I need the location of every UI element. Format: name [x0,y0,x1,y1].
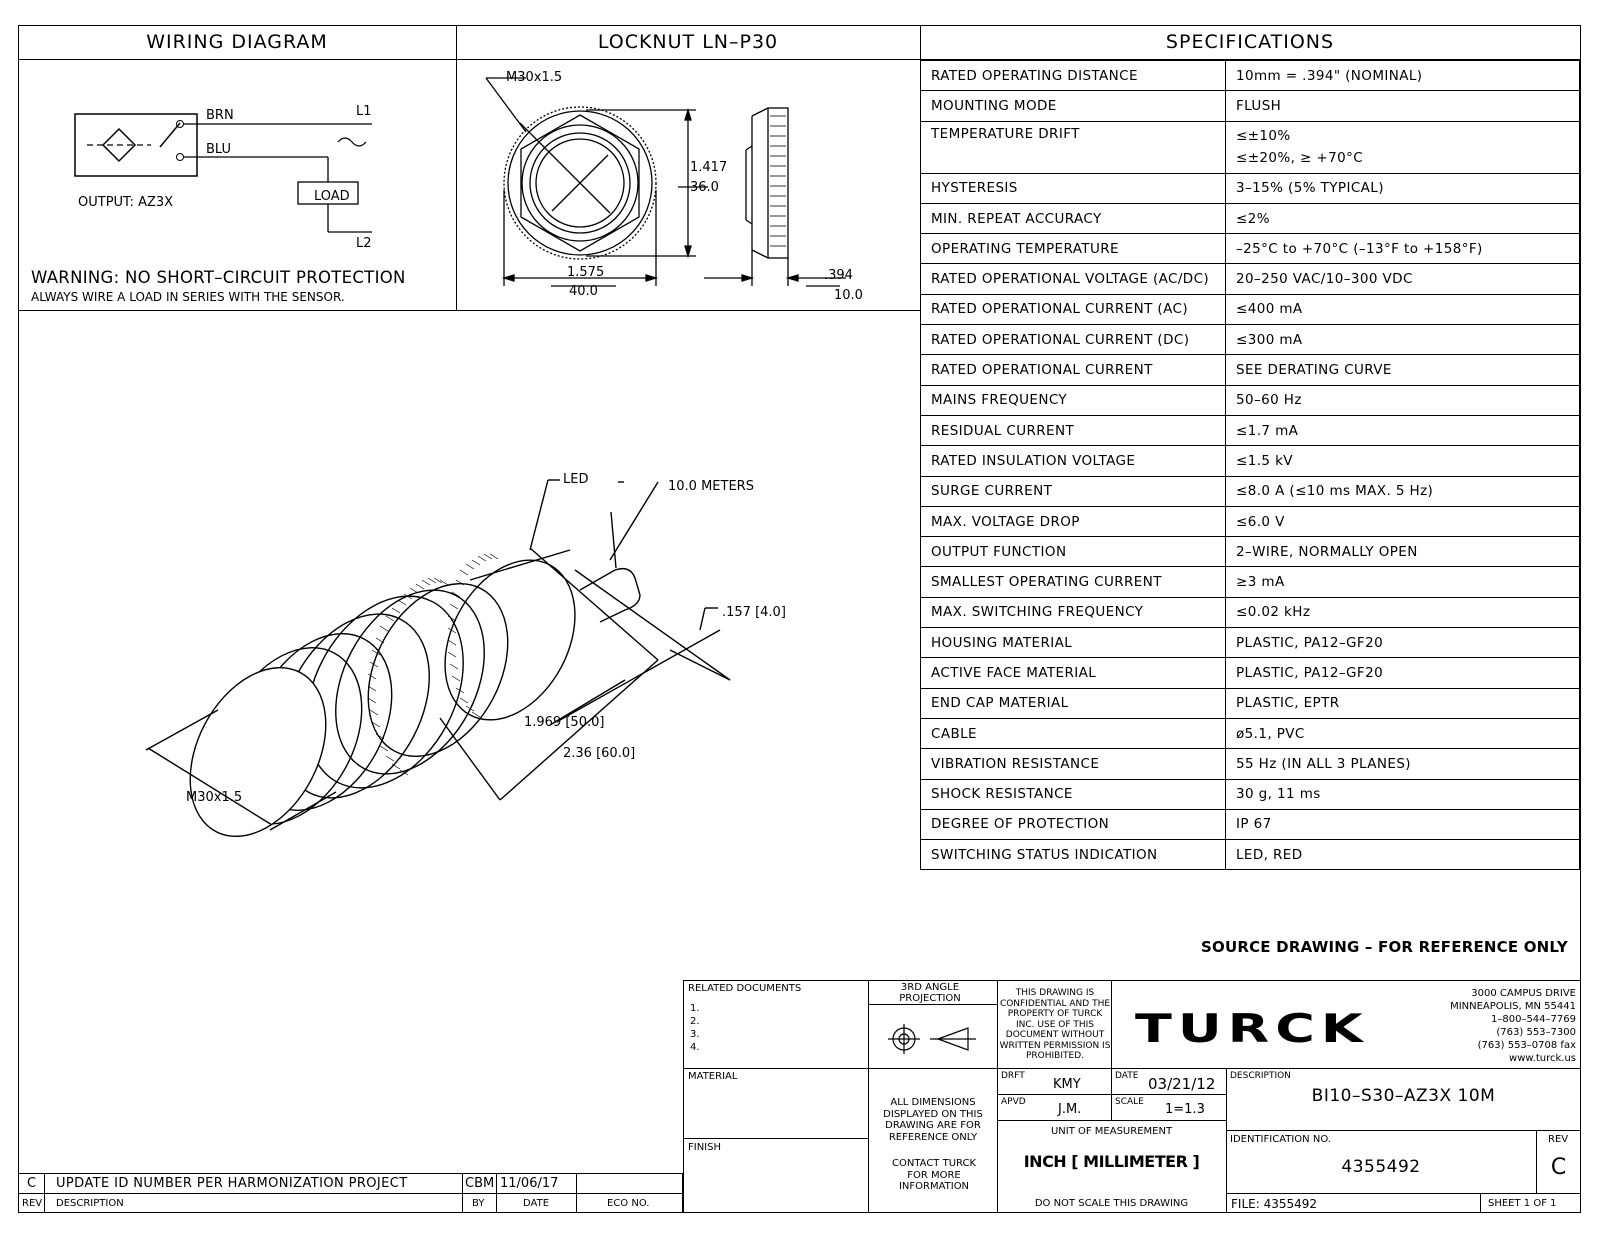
spec-value-line: ≤±20%, ≥ +70°C [1236,150,1364,167]
tb-h1 [683,1068,1581,1069]
spec-row [921,173,1580,203]
spec-value: ≤400 mA [1226,294,1580,324]
unit-of-measurement-label: UNIT OF MEASUREMENT [1050,1126,1173,1137]
l2-label: L2 [356,236,372,251]
spec-row [921,415,1580,445]
spec-name: RATED OPERATIONAL CURRENT (DC) [921,325,1226,355]
address-line: (763) 553–0708 fax [1477,1040,1576,1051]
spec-value: –25°C to +70°C (–13°F to +158°F) [1226,234,1580,264]
spec-row [921,355,1580,385]
spec-name: SURGE CURRENT [921,476,1226,506]
related-item: 2. [690,1016,700,1027]
spec-name: RATED OPERATING DISTANCE [921,61,1226,91]
spec-row [921,628,1580,658]
related-item: 4. [690,1042,700,1053]
scale-value: 1=1.3 [1165,1102,1205,1117]
spec-name: OPERATING TEMPERATURE [921,234,1226,264]
spec-row [921,840,1580,870]
spec-name: SHOCK RESISTANCE [921,779,1226,809]
spec-row [921,294,1580,324]
spec-row [921,61,1580,91]
output-label: OUTPUT: AZ3X [78,195,174,210]
led-label: LED [563,472,589,487]
tb-v3 [1111,980,1112,1068]
spec-value: FLUSH [1226,91,1580,121]
rev-header-eco: ECO NO. [607,1198,650,1209]
spec-row [921,537,1580,567]
spec-row [921,597,1580,627]
rev-col-3 [496,1173,497,1213]
spec-name: TEMPERATURE DRIFT [921,121,1226,173]
spec-value: PLASTIC, PA12–GF20 [1226,658,1580,688]
rev-col-1 [44,1173,45,1213]
spec-row [921,749,1580,779]
spec-name: OUTPUT FUNCTION [921,537,1226,567]
revision-description: UPDATE ID NUMBER PER HARMONIZATION PROJECT [56,1176,408,1191]
spec-name: SMALLEST OPERATING CURRENT [921,567,1226,597]
spec-name: DEGREE OF PROTECTION [921,809,1226,839]
spec-row [921,688,1580,718]
address-line: 3000 CAMPUS DRIVE [1471,988,1576,999]
l1-label: L1 [356,104,372,119]
dim-total-length: 2.36 [60.0] [563,746,636,761]
spec-row [921,567,1580,597]
spec-value: PLASTIC, PA12–GF20 [1226,628,1580,658]
spec-value: ≥3 mA [1226,567,1580,597]
spec-value-line: ≤±10% [1236,128,1291,145]
contact-note: CONTACT TURCK FOR MORE INFORMATION [891,1158,977,1192]
locknut-title: LOCKNUT LN–P30 [597,31,779,53]
warning-subtext: ALWAYS WIRE A LOAD IN SERIES WITH THE SENSOR. [31,290,345,304]
spec-name: MIN. REPEAT ACCURACY [921,203,1226,233]
revision-date: 11/06/17 [500,1176,559,1191]
related-documents-label: RELATED DOCUMENTS [688,983,802,994]
spec-row [921,446,1580,476]
rev-header-date: DATE [523,1198,550,1209]
rev-h-line [18,1193,683,1194]
spec-row [921,264,1580,294]
spec-name: RATED INSULATION VOLTAGE [921,446,1226,476]
spec-name: RATED OPERATIONAL CURRENT (AC) [921,294,1226,324]
spec-value: SEE DERATING CURVE [1226,355,1580,385]
spec-row [921,385,1580,415]
turck-logo: TURCK [1135,1006,1369,1052]
tb-v2 [997,980,998,1213]
spec-value: IP 67 [1226,809,1580,839]
warning-text: WARNING: NO SHORT–CIRCUIT PROTECTION [31,268,406,287]
ac-source-icon [338,138,366,146]
spec-name: MAX. SWITCHING FREQUENCY [921,597,1226,627]
spec-name: VIBRATION RESISTANCE [921,749,1226,779]
spec-name: MAINS FREQUENCY [921,385,1226,415]
rev-col-2 [462,1173,463,1213]
related-documents-list [690,1002,700,1054]
date-value: 03/21/12 [1148,1075,1216,1093]
identification-value: 4355492 [1341,1157,1421,1177]
sensor-thread-label: M30x1.5 [186,790,243,805]
related-item: 1. [690,1003,700,1014]
spec-value: 20–250 VAC/10–300 VDC [1226,264,1580,294]
load-label: LOAD [314,189,350,204]
projection-label: 3RD ANGLE PROJECTION [899,982,961,1004]
apvd-value: J.M. [1058,1102,1082,1117]
tb-v7 [1480,1193,1481,1213]
spec-name: RATED OPERATIONAL VOLTAGE (AC/DC) [921,264,1226,294]
description-value: BI10–S30–AZ3X 10M [1311,1086,1496,1106]
sheet-number: SHEET 1 OF 1 [1488,1198,1557,1209]
unit-of-measurement-value: INCH [ MILLIMETER ] [1023,1152,1200,1171]
spec-value: 10mm = .394" (NOMINAL) [1226,61,1580,91]
rev-label: REV [1548,1134,1569,1145]
spec-row [921,809,1580,839]
spec-row [921,476,1580,506]
spec-value: 3–15% (5% TYPICAL) [1226,173,1580,203]
spec-value [1226,121,1580,173]
tb-h2 [683,1138,868,1139]
revision-letter: C [27,1176,37,1191]
locknut-width-in: 1.575 [567,265,605,280]
third-angle-projection-icon [888,1024,978,1054]
locknut-thick-mm: 10.0 [834,288,863,303]
tb-h7 [1226,1193,1581,1194]
spec-value: 55 Hz (IN ALL 3 PLANES) [1226,749,1580,779]
spec-value: 2–WIRE, NORMALLY OPEN [1226,537,1580,567]
scale-label: SCALE [1115,1097,1144,1107]
description-label: DESCRIPTION [1230,1071,1291,1081]
spec-value: LED, RED [1226,840,1580,870]
locknut-thick-in: .394 [824,268,853,283]
related-item: 3. [690,1029,700,1040]
wiring-diagram-title: WIRING DIAGRAM [146,31,328,53]
locknut-width-mm: 40.0 [569,284,598,299]
spec-row [921,203,1580,233]
spec-value: ø5.1, PVC [1226,718,1580,748]
upper-panels-bottom-line [18,310,920,311]
wire-brn-label: BRN [206,108,234,123]
specifications-table [920,60,1580,870]
spec-value: ≤6.0 V [1226,506,1580,536]
spec-name: CABLE [921,718,1226,748]
spec-row [921,91,1580,121]
source-drawing-note: SOURCE DRAWING – FOR REFERENCE ONLY [1201,938,1568,956]
cable-length-label: 10.0 METERS [668,479,754,494]
revision-by: CBM [465,1176,495,1191]
identification-label: IDENTIFICATION NO. [1230,1134,1331,1145]
date-label: DATE [1115,1071,1139,1081]
do-not-scale-note: DO NOT SCALE THIS DRAWING [1034,1198,1189,1209]
spec-value: ≤8.0 A (≤10 ms MAX. 5 Hz) [1226,476,1580,506]
spec-value: ≤1.5 kV [1226,446,1580,476]
tb-h6 [1226,1130,1581,1131]
spec-value: ≤1.7 mA [1226,415,1580,445]
spec-name: HYSTERESIS [921,173,1226,203]
spec-row [921,234,1580,264]
rev-header-description: DESCRIPTION [56,1198,124,1209]
file-name: FILE: 4355492 [1231,1197,1318,1211]
apvd-label: APVD [1001,1097,1026,1107]
spec-value: ≤300 mA [1226,325,1580,355]
spec-row [921,779,1580,809]
spec-row [921,506,1580,536]
rev-header-by: BY [472,1198,485,1209]
spec-name: MAX. VOLTAGE DROP [921,506,1226,536]
finish-label: FINISH [688,1142,721,1153]
rev-header-rev: REV [22,1198,43,1209]
address-line: 1–800–544–7769 [1491,1014,1576,1025]
dim-body-length: 1.969 [50.0] [524,715,605,730]
spec-value: 50–60 Hz [1226,385,1580,415]
spec-name: ACTIVE FACE MATERIAL [921,658,1226,688]
spec-name: RATED OPERATIONAL CURRENT [921,355,1226,385]
spec-row [921,121,1580,173]
address-line: www.turck.us [1509,1053,1576,1064]
spec-name: RESIDUAL CURRENT [921,415,1226,445]
spec-value: 30 g, 11 ms [1226,779,1580,809]
address-line: (763) 553–7300 [1496,1027,1576,1038]
rev-col-4 [576,1173,577,1213]
address-block [1396,987,1576,1065]
locknut-height-in: 1.417 [690,160,728,175]
specifications-title: SPECIFICATIONS [1165,31,1335,53]
rev-value: C [1550,1155,1567,1180]
spec-value: ≤2% [1226,203,1580,233]
spec-name: END CAP MATERIAL [921,688,1226,718]
tb-v1 [868,980,869,1213]
spec-row [921,658,1580,688]
spec-name: MOUNTING MODE [921,91,1226,121]
spec-row [921,718,1580,748]
confidential-note: THIS DRAWING IS CONFIDENTIAL AND THE PROPERTY OF TURCK INC. USE OF THIS DOCUMENT WITHOUT WRITTEN PERMISSION IS PROHIBITED. [999,988,1111,1061]
tb-h3 [868,1004,997,1005]
material-label: MATERIAL [688,1071,738,1082]
spec-value: PLASTIC, EPTR [1226,688,1580,718]
tb-h4 [997,1094,1226,1095]
drft-value: KMY [1053,1077,1081,1092]
wire-blu-label: BLU [206,142,232,157]
spec-name: SWITCHING STATUS INDICATION [921,840,1226,870]
spec-value: ≤0.02 kHz [1226,597,1580,627]
address-line: MINNEAPOLIS, MN 55441 [1450,1001,1576,1012]
locknut-thread-label: M30x1.5 [506,70,563,85]
locknut-height-mm: 36.0 [690,180,719,195]
dimensions-note: ALL DIMENSIONS DISPLAYED ON THIS DRAWING ARE FOR REFERENCE ONLY [883,1097,983,1143]
spec-row [921,325,1580,355]
tb-h5 [997,1120,1226,1121]
drft-label: DRFT [1001,1071,1025,1081]
dim-cable-diameter: .157 [4.0] [722,605,786,620]
spec-name: HOUSING MATERIAL [921,628,1226,658]
